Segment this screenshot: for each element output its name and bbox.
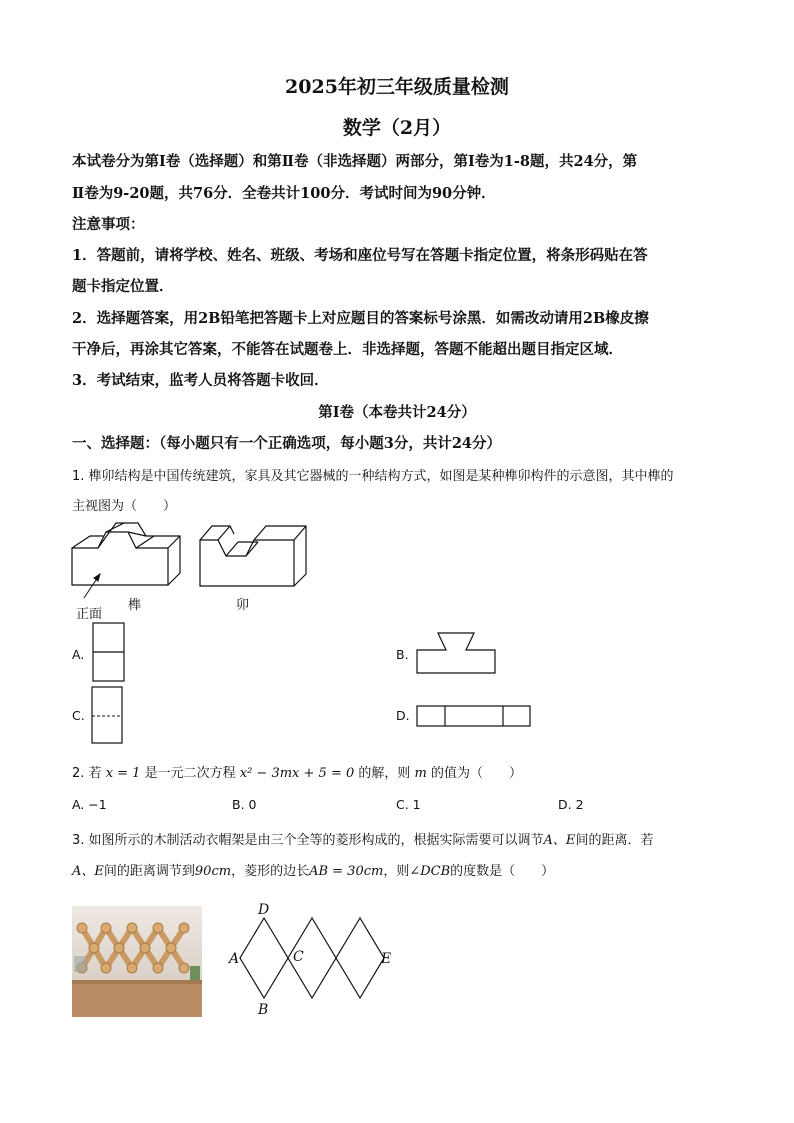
- q3-line-1: [72, 829, 653, 848]
- q2-option-c[interactable]: C. 1: [396, 797, 421, 812]
- notice-2-line-1: 2．选择题答案，用2B铅笔把答题卡上对应题目的答案标号涂黑．如需改动请用2B橡皮擦: [72, 310, 649, 327]
- exam-title: 2025年初三年级质量检测: [285, 76, 509, 98]
- notice-2-line-2: 干净后，再涂其它答案，不能答在试题卷上．非选择题，答题不能超出题目指定区域．: [72, 341, 623, 358]
- q1-line-2: 主视图为（ ）: [72, 499, 177, 514]
- section-title: 第Ⅰ卷（本卷共计24分）: [318, 404, 476, 421]
- q3-line-2: [72, 860, 554, 879]
- q2-eq2: x² − 3mx + 5 = 0: [239, 766, 355, 781]
- point-c-label: C: [293, 949, 304, 965]
- q2-end: 的值为（ ）: [431, 766, 523, 781]
- q2-mid: 是一元二次方程: [144, 766, 236, 781]
- q2-option-b[interactable]: B. 0: [232, 797, 257, 812]
- intro-line-1: 本试卷分为第Ⅰ卷（选择题）和第Ⅱ卷（非选择题）两部分，第Ⅰ卷为1-8题，共24分，第: [72, 153, 638, 170]
- part-1-heading: 一、选择题：（每小题只有一个正确选项，每小题3分，共计24分）: [72, 435, 502, 452]
- q1-option-d-figure: [414, 704, 532, 728]
- exam-subtitle: 数学（2月）: [342, 117, 452, 139]
- q1-option-b-label[interactable]: B.: [396, 647, 409, 662]
- q3-rhombus-figure: [228, 900, 398, 1025]
- q2-eq1: x = 1: [105, 766, 141, 781]
- q3-val-ab: AB = 30cm: [309, 864, 384, 879]
- notice-3: 3．考试结束，监考人员将答题卡收回．: [72, 372, 329, 389]
- point-a-label: A: [229, 951, 240, 967]
- q1-option-a-label[interactable]: A.: [72, 647, 85, 662]
- q2-stem: [72, 762, 522, 781]
- q3-line-1-end: 间的距离．若: [575, 833, 654, 848]
- q1-option-c-figure: [90, 686, 124, 746]
- q2-var: m: [414, 766, 427, 781]
- point-d-label: D: [258, 902, 270, 918]
- label-mortise: 卯: [236, 598, 250, 613]
- label-front: 正面: [76, 607, 103, 622]
- front-arrow-icon: [84, 574, 100, 598]
- intro-line-2: Ⅱ卷为9-20题，共76分．全卷共计100分．考试时间为90分钟．: [72, 185, 496, 202]
- q3-line-2-b: 间的距离调节到: [103, 864, 195, 879]
- coat-rack-photo: [72, 906, 202, 1017]
- mortise-figure: [200, 526, 306, 586]
- q3-ae-1: A、E: [543, 833, 576, 848]
- q2-option-d[interactable]: D. 2: [558, 797, 584, 812]
- notice-1-line-2: 题卡指定位置．: [72, 278, 174, 295]
- q1-option-d-label[interactable]: D.: [396, 708, 410, 723]
- q3-val-90cm: 90cm: [194, 864, 232, 879]
- notice-1-line-1: 1．答题前，请将学校、姓名、班级、考场和座位号写在答题卡指定位置，将条形码贴在答: [72, 247, 648, 264]
- q3-line-2-c: ，菱形的边长: [231, 864, 310, 879]
- q2-option-a[interactable]: A. −1: [72, 797, 107, 812]
- q3-line-2-e: 的度数是（ ）: [450, 864, 555, 879]
- q1-option-c-label[interactable]: C.: [72, 708, 85, 723]
- point-e-label: E: [381, 951, 392, 967]
- tenon-figure: [72, 523, 180, 585]
- q3-val-angle: ∠DCB: [409, 864, 451, 879]
- label-tenon: 榫: [128, 598, 142, 613]
- q2-post: 的解，则: [358, 766, 411, 781]
- notice-title: 注意事项：: [72, 216, 145, 233]
- q3-ae-2: A、E: [72, 864, 104, 879]
- point-b-label: B: [258, 1002, 269, 1018]
- q1-line-1: 1. 榫卯结构是中国传统建筑，家具及其它器械的一种结构方式，如图是某种榫卯构件的示意图，其中榫的: [72, 469, 674, 484]
- q3-line-1-text: 3. 如图所示的木制活动衣帽架是由三个全等的菱形构成的，根据实际需要可以调节: [72, 833, 544, 848]
- q3-line-2-d: ，则: [383, 864, 410, 879]
- q1-option-a-figure: [92, 622, 126, 684]
- q2-pre: 2. 若: [72, 766, 102, 781]
- q1-option-b-figure: [414, 630, 498, 676]
